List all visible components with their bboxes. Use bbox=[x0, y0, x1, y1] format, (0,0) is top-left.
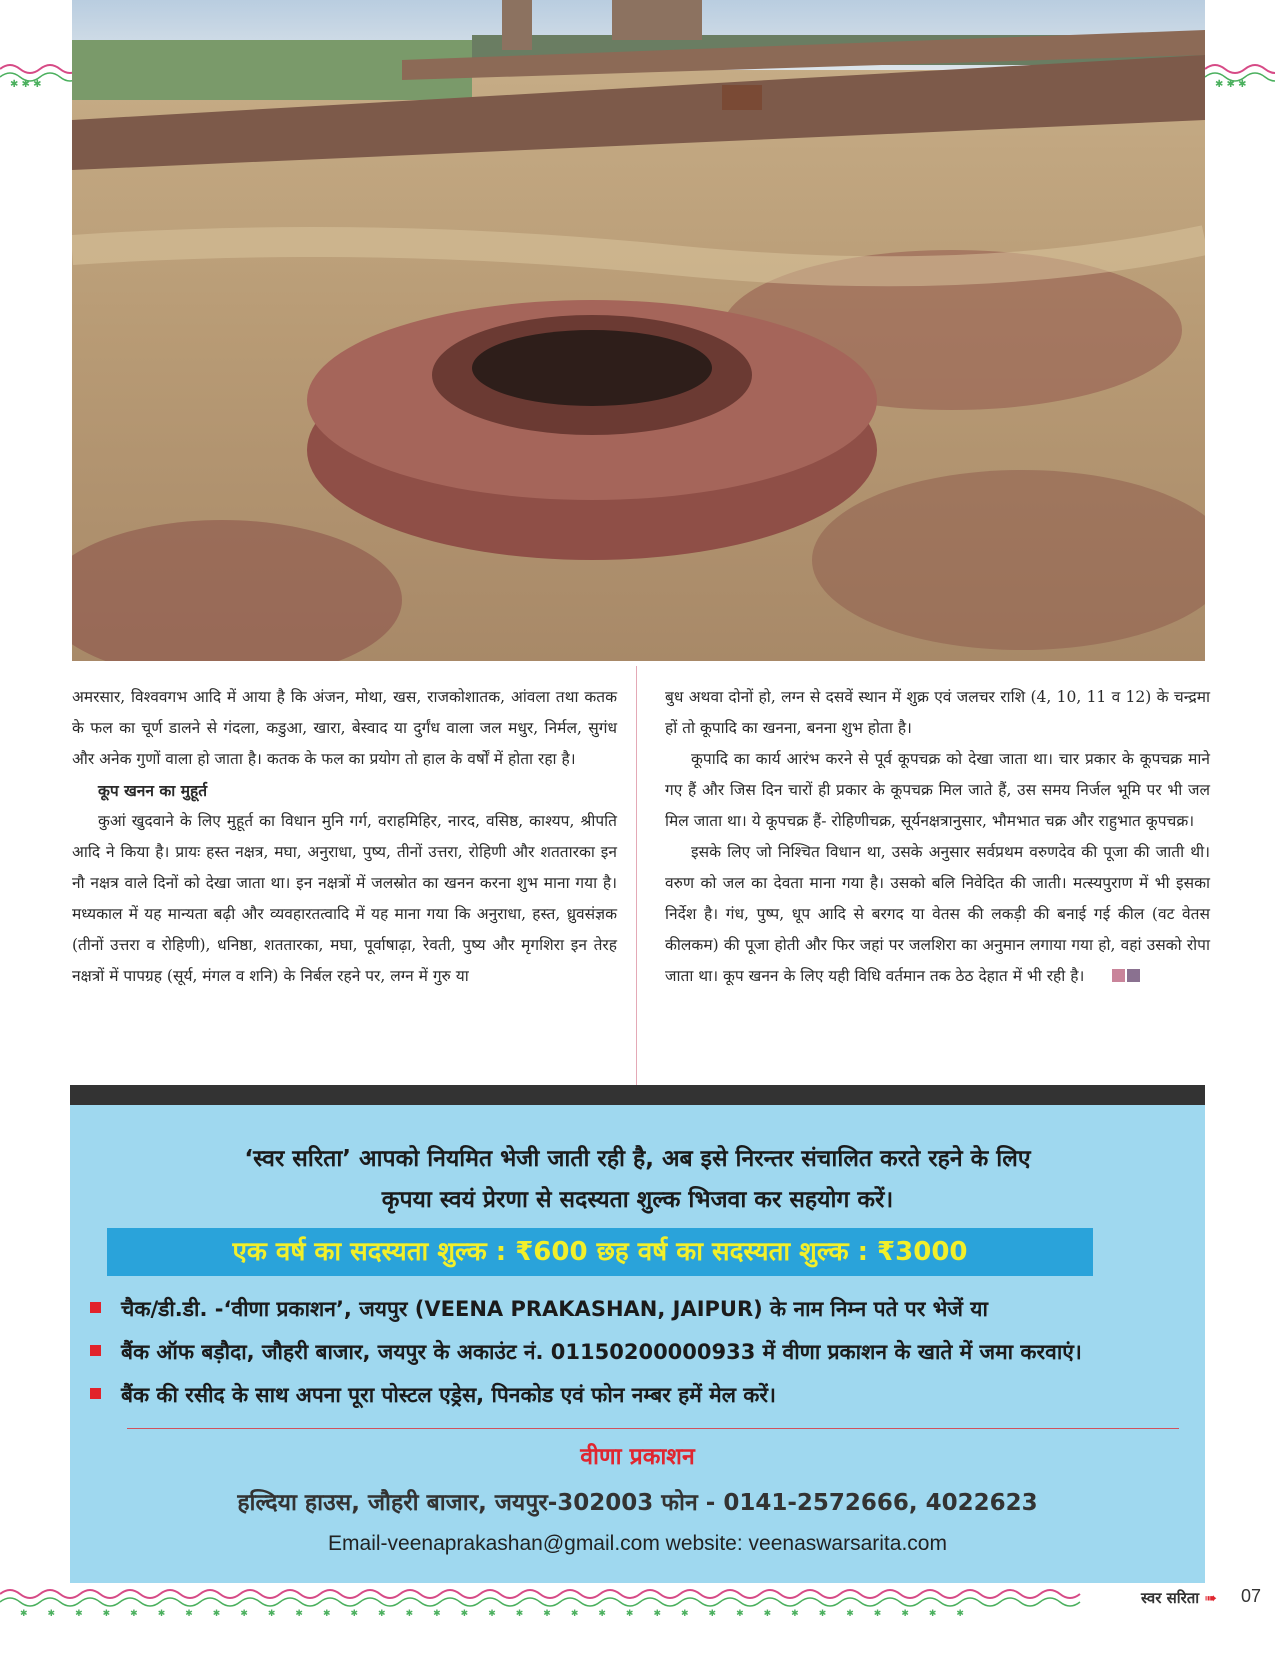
subscription-box bbox=[70, 1085, 1205, 1583]
fee-band bbox=[107, 1228, 1093, 1276]
svg-text:✱ ✱ ✱: ✱ ✱ ✱ bbox=[10, 79, 42, 90]
bullet-item bbox=[90, 1295, 988, 1323]
footer-magazine-label bbox=[1141, 1588, 1217, 1608]
article-paragraph: बुध अथवा दोनों हो, लग्न से दसवें स्थान में शुक्र एवं जलचर राशि (4, 10, 11 व 12) के चन्द्रमा हों तो कूपादि का खनना, बनना शुभ होता है। bbox=[665, 688, 1210, 737]
box-top-bar bbox=[70, 1085, 1205, 1105]
article-paragraph-last bbox=[665, 837, 1210, 993]
publisher-address: हल्दिया हाउस, जौहरी बाजार, जयपुर-302003 फोन - 0141-2572666, 4022623 bbox=[237, 1490, 1038, 1516]
bullet-text: बैंक ऑफ बड़ौदा, जौहरी बाजार, जयपुर के अकाउंट नं. 01150200000933 में वीणा प्रकाशन के खाते में जमा करवाएं। bbox=[121, 1340, 1082, 1364]
bullet-square-icon bbox=[90, 1302, 101, 1313]
magazine-name: स्वर सरिता bbox=[1141, 1589, 1200, 1607]
well-photo bbox=[72, 0, 1205, 661]
divider-line bbox=[127, 1428, 1179, 1429]
bullet-item bbox=[90, 1381, 776, 1409]
bullet-text: बैंक की रसीद के साथ अपना पूरा पोस्टल एड्रेस, पिनकोड एवं फोन नम्बर हमें मेल करें। bbox=[121, 1383, 776, 1407]
fee-text: एक वर्ष का सदस्यता शुल्क : ₹600 छह वर्ष का सदस्यता शुल्क : ₹3000 bbox=[232, 1237, 968, 1267]
bullet-text: चैक/डी.डी. -‘वीणा प्रकाशन’, जयपुर (VEENA PRAKASHAN, JAIPUR) के नाम निम्न पते पर भेजें या bbox=[121, 1297, 988, 1321]
bullet-square-icon bbox=[90, 1345, 101, 1356]
publisher-name: वीणा प्रकाशन bbox=[580, 1444, 695, 1470]
arrow-right-icon: ➠ bbox=[1204, 1589, 1217, 1607]
subscription-request: कृपया स्वयं प्रेरणा से सदस्यता शुल्क भिजवा कर सहयोग करें। bbox=[381, 1187, 894, 1213]
article-paragraph: अमरसार, विश्ववगभ आदि में आया है कि अंजन, मोथा, खस, राजकोशातक, आंवला तथा कतक के फल का चूर्ण डालने से गंदला, कडुआ, खारा, बेस्वाद या दुर्गंध वाला जल मधुर, निर्मल, सुगंध और अनेक गुणों वाला हो जाता है। कतक के फल का प्रयोग तो हाल के वर्षों में होता रहा है। bbox=[72, 688, 617, 768]
article-paragraph: कुआं खुदवाने के लिए मुहूर्त का विधान मुनि गर्ग, वराहमिहिर, नारद, वसिष्ठ, काश्यप, श्रीपति आदि ने किया है। प्रायः हस्त नक्षत्र, मघा, अनुराधा, पुष्य, तीनों उत्तरा, रोहिणी और शततारका इन नौ नक्षत्र वाले दिनों को देखा जाता था। इन नक्षत्रों में जलस्रोत का खनन करना शुभ माना गया है। मध्यकाल में यह मान्यता बढ़ी और व्यवहारतत्वादि में यह माना गया कि अनुराधा, हस्त, ध्रुवसंज्ञक (तीनों उत्तरा व रोहिणी), धनिष्ठा, शततारका, मघा, पूर्वाषाढ़ा, रेवती, पुष्य और मृगशिरा इन तेरह नक्षत्रों में पापग्रह (सूर्य, मंगल व शनि) के निर्बल रहने पर, लग्न में गुरु या bbox=[72, 812, 617, 985]
article-paragraph-text: इसके लिए जो निश्चित विधान था, उसके अनुसार सर्वप्रथम वरुणदेव की पूजा की जाती थी। वरुण को जल का देवता माना गया है। उसको बलि निवेदित की जाती। मत्स्यपुराण में भी इसका निर्देश है। गंध, पुष्प, धूप आदि से बरगद या वेतस की लकड़ी की बनाई गई कील (वट वेतस कीलकम) की पूजा होती और फिर जहां पर जलशिरा का अनुमान लगाया गया हो, वहां उसको रोपा जाता था। कूप खनन के लिए यही विधि वर्तमान तक ठेठ देहात में भी रही है। bbox=[665, 843, 1210, 985]
article-right-column bbox=[665, 682, 1210, 993]
page-number: 07 bbox=[1240, 1586, 1261, 1606]
article-left-column bbox=[72, 682, 617, 992]
publisher-contact[interactable]: Email-veenaprakashan@gmail.com website: veenaswarsarita.com bbox=[328, 1532, 947, 1555]
column-divider bbox=[636, 666, 637, 1086]
bottom-decorative-border bbox=[0, 1584, 1275, 1618]
subscription-intro: ‘स्वर सरिता’ आपको नियमित भेजी जाती रही है, अब इसे निरन्तर संचालित करते रहने के लिए bbox=[244, 1146, 1031, 1172]
svg-text:✱ ✱ ✱: ✱ ✱ ✱ bbox=[1215, 79, 1247, 90]
article-paragraph: कूपादि का कार्य आरंभ करने से पूर्व कूपचक्र को देखा जाता था। चार प्रकार के कूपचक्र माने गए हैं और जिस दिन चारों ही प्रकार के कूपचक्र मिल जाते हैं, उस समय निर्जल भूमि पर भी जल मिल जाता था। ये कूपचक्र हैं- रोहिणीचक्र, सूर्यनक्षत्रानुसार, भौमभात चक्र और राहुभात कूपचक्र। bbox=[665, 750, 1210, 830]
section-heading: कूप खनन का मुहूर्त bbox=[98, 781, 208, 800]
svg-text:✱✱✱✱✱✱✱✱✱✱✱✱✱✱✱✱✱✱✱✱✱✱✱✱✱✱✱✱✱✱: ✱✱✱✱✱✱✱✱✱✱✱✱✱✱✱✱✱✱✱✱✱✱✱✱✱✱✱✱✱✱✱✱✱✱✱ bbox=[20, 1609, 984, 1618]
bullet-item bbox=[90, 1338, 1082, 1366]
bullet-square-icon bbox=[90, 1388, 101, 1399]
end-of-article-marks bbox=[1084, 962, 1140, 993]
